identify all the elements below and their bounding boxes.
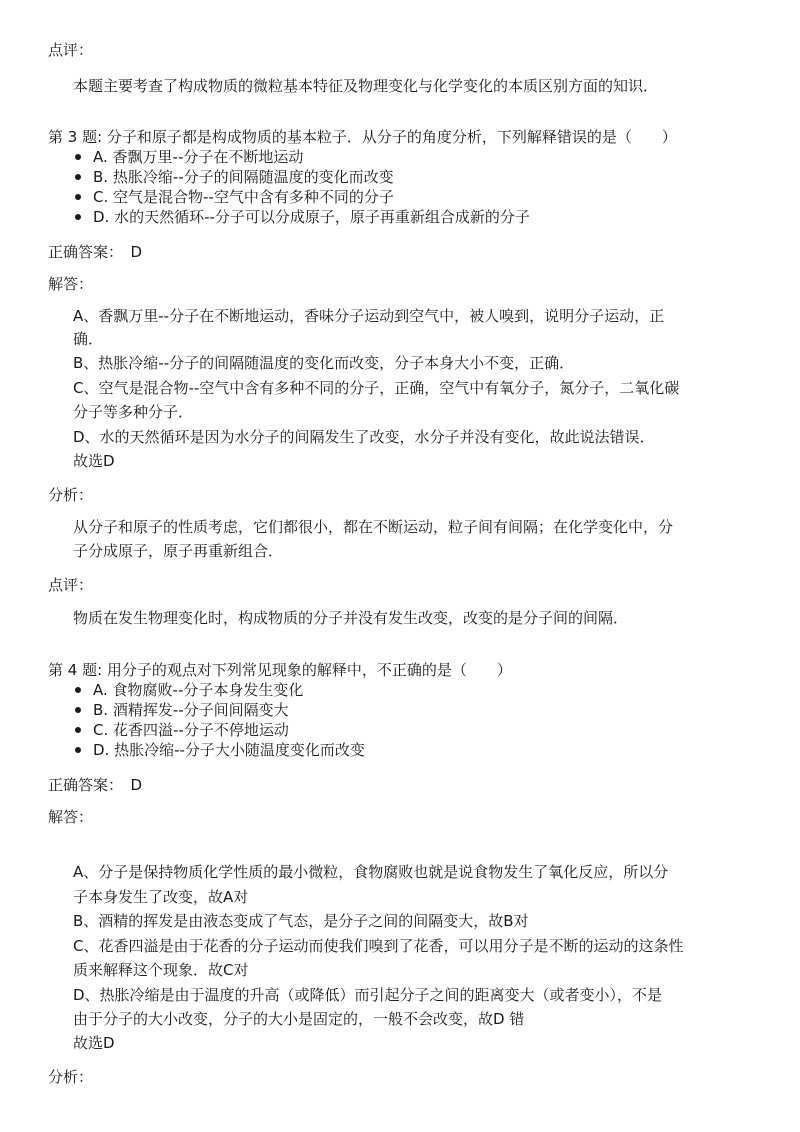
analysis-label: 分析： [48,486,94,504]
question-title: 第 3 题: 分子和原子都是构成物质的基本粒子．从分子的角度分析，下列解释错误的是（ ） [48,128,677,146]
solution-line: 质来解释这个现象．故C对 [73,961,249,979]
solution-line: B、酒精的挥发是由液态变成了气态，是分子之间的间隔变大，故B对 [73,912,529,930]
solution-line: C、空气是混合物--空气中含有多种不同的分子，正确，空气中有氧分子，氮分子，二氧化碳 [73,379,680,397]
analysis-label: 分析： [48,1068,94,1086]
option-d: D. 水的天然循环--分子可以分成原子，原子再重新组合成新的分子 [48,207,677,227]
solution-line: A、香飘万里--分子在不断地运动，香味分子运动到空气中，被人嗅到，说明分子运动，正 [73,307,665,325]
solution-line: 由于分子的大小改变，分子的大小是固定的，一般不会改变，故D 错 [73,1010,525,1028]
question-3 [48,127,677,227]
analysis-line: 子分成原子，原子再重新组合． [73,542,284,560]
solution-line: 分子等多种分子． [73,403,194,421]
option-d: D. 热胀冷缩--分子大小随温度变化而改变 [48,740,512,760]
option-list [48,680,512,760]
comment-text: 物质在发生物理变化时，构成物质的分子并没有发生改变，改变的是分子间的间隔． [73,609,629,627]
option-a: A. 食物腐败--分子本身发生变化 [48,680,512,700]
bullet-icon [75,687,81,693]
option-c: C. 空气是混合物--空气中含有多种不同的分子 [48,187,677,207]
option-a: A. 香飘万里--分子在不断地运动 [48,147,677,167]
bullet-icon [75,214,81,220]
answer: 正确答案： D [48,243,143,261]
comment-label: 点评： [48,41,94,59]
bullet-icon [75,707,81,713]
question-4 [48,660,512,760]
solution-line: B、热胀冷缩--分子的间隔随温度的变化而改变，分子本身大小不变，正确． [73,354,575,372]
question-title: 第 4 题: 用分子的观点对下列常见现象的解释中，不正确的是（ ） [48,661,512,679]
answer: 正确答案： D [48,776,143,794]
option-c: C. 花香四溢--分子不停地运动 [48,720,512,740]
comment-text: 本题主要考查了构成物质的微粒基本特征及物理变化与化学变化的本质区别方面的知识． [73,77,659,95]
bullet-icon [75,727,81,733]
analysis-line: 从分子和原子的性质考虑，它们都很小，都在不断运动，粒子间有间隔；在化学变化中，分 [73,518,674,536]
solution-line: D、热胀冷缩是由于温度的升高（或降低）而引起分子之间的距离变大（或者变小），不是 [73,986,663,1004]
solution-line: 确． [73,330,104,348]
bullet-icon [75,174,81,180]
option-b: B. 酒精挥发--分子间间隔变大 [48,700,512,720]
solution-line: A、分子是保持物质化学性质的最小微粒，食物腐败也就是说食物发生了氧化反应，所以分 [73,863,669,881]
solution-line: C、花香四溢是由于花香的分子运动而使我们嗅到了花香，可以用分子是不断的运动的这条性 [73,937,684,955]
bullet-icon [75,194,81,200]
solution-label: 解答： [48,808,94,826]
solution-line: 故选D [73,1034,115,1052]
option-list [48,147,677,227]
solution-line: D、水的天然循环是因为水分子的间隔发生了改变，水分子并没有变化，故此说法错误． [73,428,655,446]
bullet-icon [75,747,81,753]
solution-label: 解答： [48,275,94,293]
option-b: B. 热胀冷缩--分子的间隔随温度的变化而改变 [48,167,677,187]
solution-line: 子本身发生了改变，故A对 [73,888,249,906]
comment-label: 点评： [48,576,94,594]
bullet-icon [75,154,81,160]
solution-line: 故选D [73,452,115,470]
